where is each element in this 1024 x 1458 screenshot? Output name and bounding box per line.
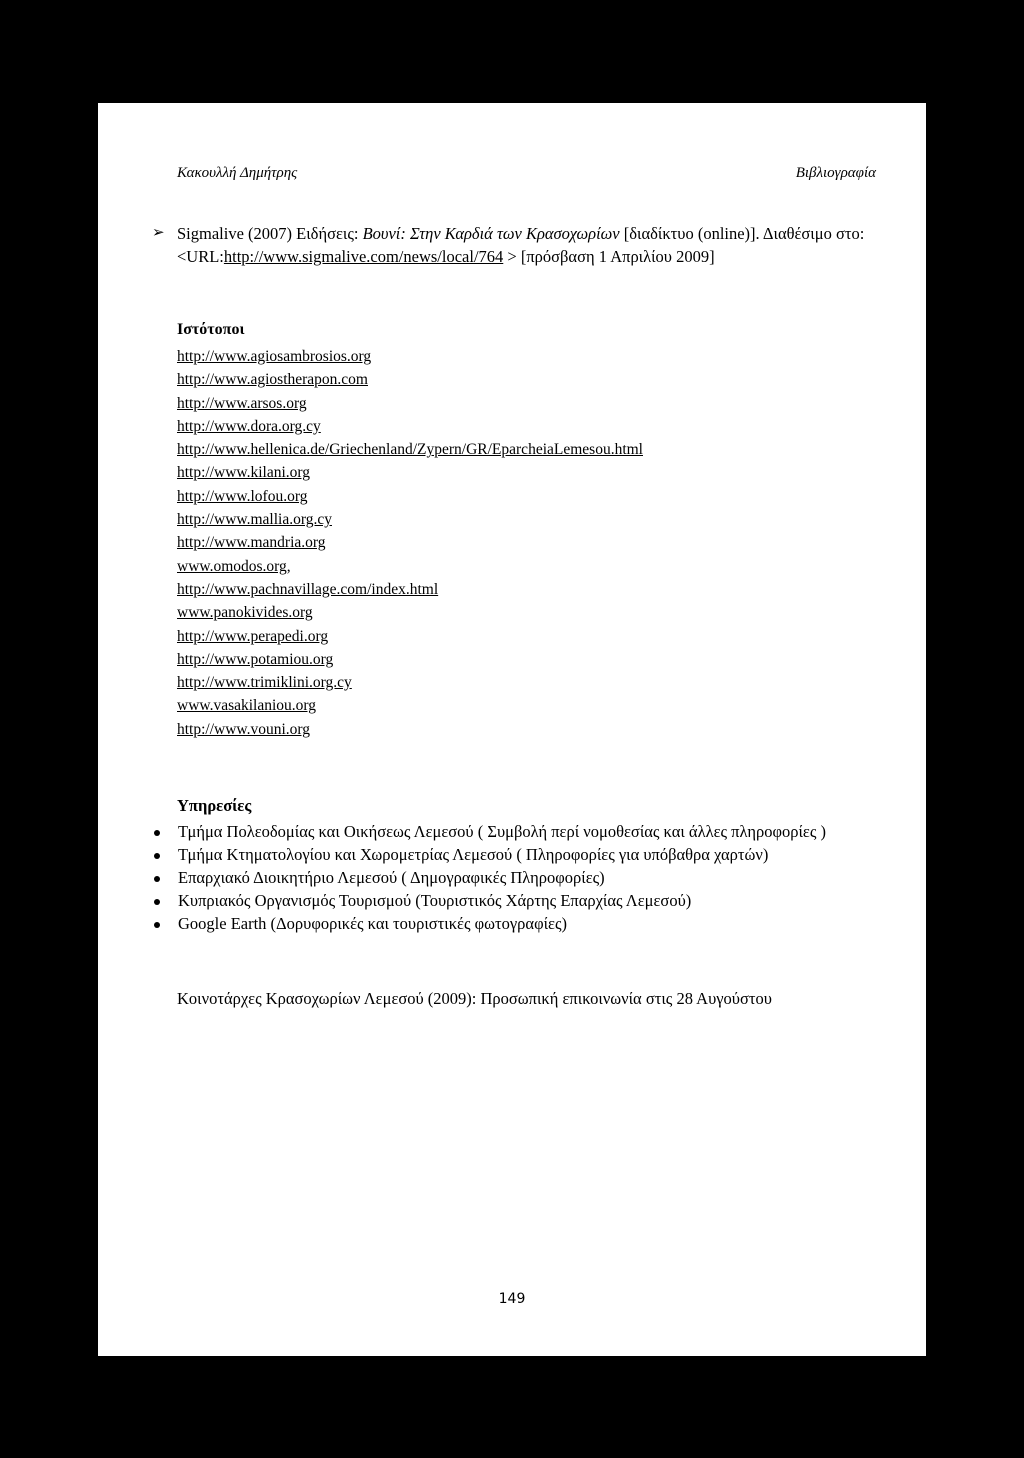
reference-source: Sigmalive (2007) Ειδήσεις: (177, 224, 363, 243)
website-link[interactable]: http://www.hellenica.de/Griechenland/Zypern/GR/EparcheiaLemesou.html (177, 441, 643, 459)
service-item (154, 889, 854, 912)
services-list (154, 820, 854, 935)
website-link[interactable]: www.vasakilaniou.org (177, 697, 317, 715)
reference-entry (152, 222, 872, 268)
website-link[interactable]: http://www.vouni.org (177, 720, 311, 738)
reference-medium: [διαδίκτυο (online)]. Διαθέσιμο στο: <URL: (177, 224, 865, 266)
service-item (154, 912, 854, 935)
websites-list (177, 345, 643, 741)
service-text: Επαρχιακό Διοικητήριο Λεμεσού ( Δημογραφικές Πληροφορίες) (178, 868, 605, 887)
arrow-bullet-icon: ➢ (152, 225, 165, 241)
website-link[interactable]: http://www.agiosambrosios.org (177, 348, 372, 365)
services-heading: Υπηρεσίες (177, 796, 252, 815)
service-text: Τμήμα Πολεοδομίας και Οικήσεως Λεμεσού ( Συμβολή περί νομοθεσίας και άλλες πληροφορίες ) (178, 822, 826, 841)
bullet-dot-icon (154, 830, 160, 836)
page-number: 149 (498, 1291, 526, 1307)
website-link[interactable]: www.panokivides.org (177, 604, 313, 622)
website-link[interactable]: http://www.potamiou.org (177, 650, 334, 668)
website-link[interactable]: http://www.pachnavillage.com/index.html (177, 580, 439, 598)
bullet-dot-icon (154, 922, 160, 928)
reference-title: Βουνί: Στην Καρδιά των Κρασοχωρίων (362, 224, 620, 243)
reference-text (177, 222, 872, 268)
websites-heading: Ιστότοποι (177, 321, 245, 338)
website-link[interactable]: http://www.mandria.org (177, 534, 326, 552)
website-link[interactable]: http://www.kilani.org (177, 464, 311, 482)
reference-url-link[interactable]: http://www.sigmalive.com/news/local/764 (223, 247, 504, 266)
website-link[interactable]: http://www.agiostherapon.com (177, 371, 368, 389)
header-section: Βιβλιογραφία (795, 165, 876, 181)
website-link[interactable]: http://www.lofou.org (177, 487, 308, 505)
website-link[interactable]: http://www.mallia.org.cy (177, 511, 332, 529)
service-text: Τμήμα Κτηματολογίου και Χωρομετρίας Λεμεσού ( Πληροφορίες για υπόβαθρα χαρτών) (178, 845, 769, 864)
website-link[interactable]: www.omodos.org, (177, 557, 291, 575)
service-text: Google Earth (Δορυφορικές και τουριστικές φωτογραφίες) (178, 914, 567, 933)
header-author: Κακουλλή Δημήτρης (177, 165, 298, 181)
website-link[interactable]: http://www.arsos.org (177, 394, 307, 412)
bullet-dot-icon (154, 853, 160, 859)
service-text: Κυπριακός Οργανισμός Τουρισμού (Τουριστικός Χάρτης Επαρχίας Λεμεσού) (178, 891, 692, 910)
reference-access: > [πρόσβαση 1 Απριλίου 2009] (503, 247, 715, 266)
service-item (154, 843, 854, 866)
bullet-dot-icon (154, 876, 160, 882)
bullet-dot-icon (154, 899, 160, 905)
website-link[interactable]: http://www.perapedi.org (177, 627, 329, 645)
website-link[interactable]: http://www.dora.org.cy (177, 417, 321, 435)
service-item (154, 820, 854, 843)
service-item (154, 866, 854, 889)
website-link[interactable]: http://www.trimiklini.org.cy (177, 674, 352, 692)
document-page (98, 103, 926, 1356)
closing-note: Κοινοτάρχες Κρασοχωρίων Λεμεσού (2009): Προσωπική επικοινωνία στις 28 Αυγούστου (177, 989, 772, 1008)
